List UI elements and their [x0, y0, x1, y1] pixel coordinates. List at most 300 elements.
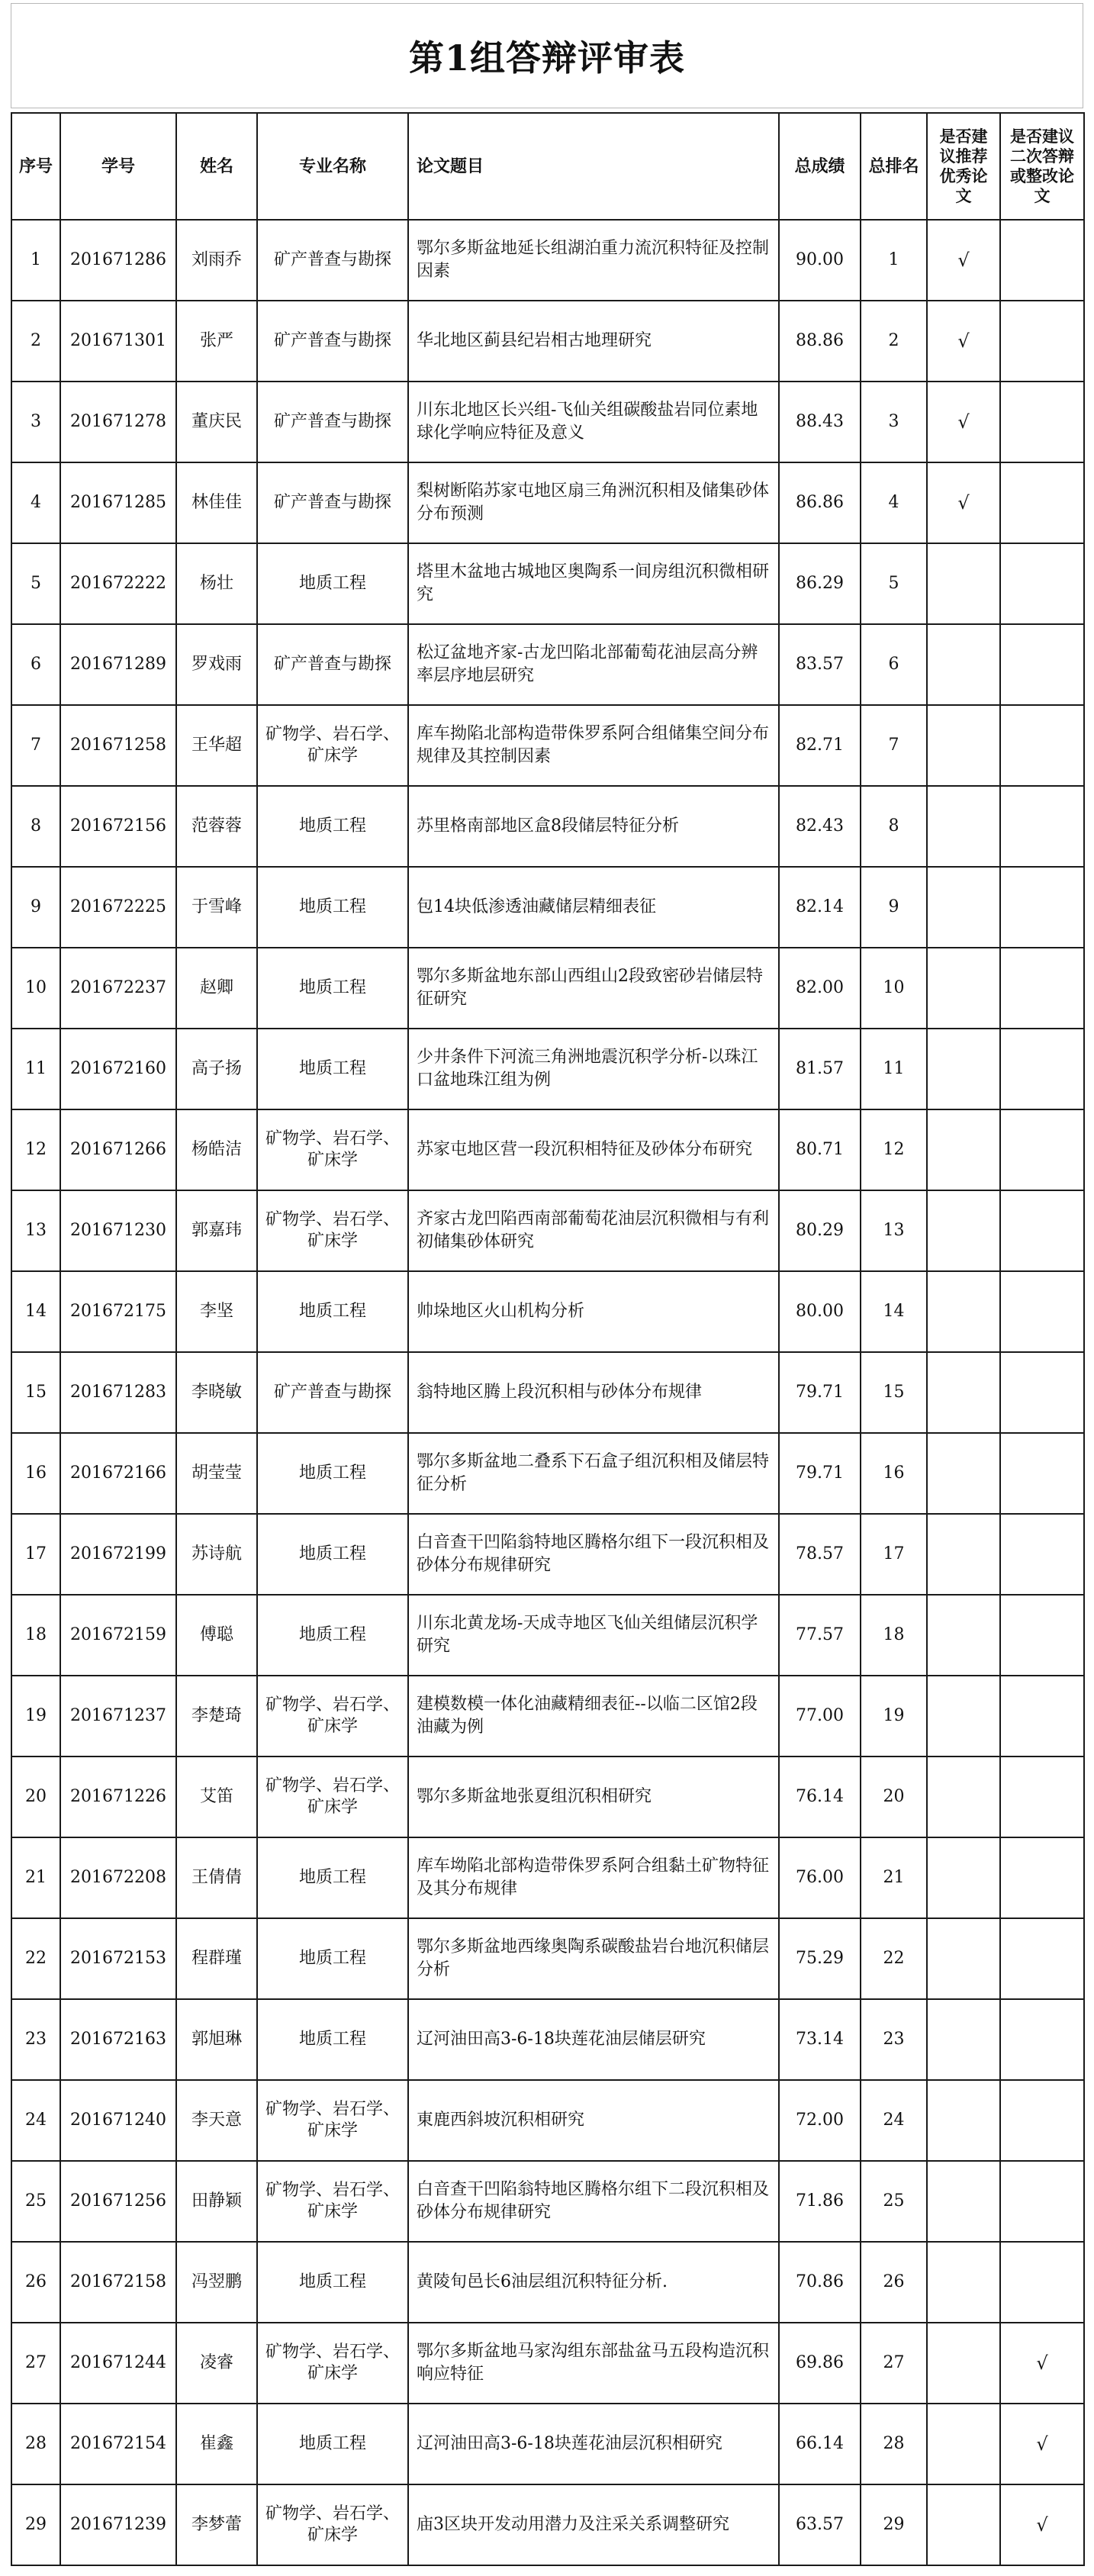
cell-seq: 1: [11, 220, 60, 301]
cell-topic: 鄂尔多斯盆地二叠系下石盒子组沉积相及储层特征分析: [408, 1433, 779, 1514]
table-row: [11, 382, 1084, 462]
cell-score: 82.71: [779, 705, 861, 786]
cell-revise-mark: [1000, 1271, 1084, 1352]
cell-excellent-mark: [927, 1757, 1000, 1837]
cell-topic: 庙3区块开发动用潜力及注采关系调整研究: [408, 2484, 779, 2565]
cell-score: 71.86: [779, 2161, 861, 2242]
cell-student-id: 201672156: [60, 786, 176, 867]
cell-score: 69.86: [779, 2323, 861, 2404]
cell-major: 地质工程: [257, 2242, 408, 2323]
cell-seq: 9: [11, 867, 60, 948]
cell-topic: 塔里木盆地古城地区奥陶系一间房组沉积微相研究: [408, 543, 779, 624]
cell-revise-mark: [1000, 867, 1084, 948]
cell-seq: 3: [11, 382, 60, 462]
cell-revise-mark: [1000, 2242, 1084, 2323]
cell-rank: 6: [861, 624, 927, 705]
cell-name: 董庆民: [176, 382, 257, 462]
cell-score: 80.71: [779, 1109, 861, 1190]
cell-name: 郭嘉玮: [176, 1190, 257, 1271]
cell-student-id: 201671230: [60, 1190, 176, 1271]
cell-score: 77.57: [779, 1595, 861, 1676]
header-rank: 总排名: [861, 113, 927, 220]
cell-rank: 25: [861, 2161, 927, 2242]
table-row: [11, 1757, 1084, 1837]
cell-name: 赵卿: [176, 948, 257, 1029]
cell-seq: 21: [11, 1837, 60, 1918]
cell-rank: 8: [861, 786, 927, 867]
cell-rank: 17: [861, 1514, 927, 1595]
table-row: [11, 867, 1084, 948]
cell-seq: 27: [11, 2323, 60, 2404]
cell-seq: 26: [11, 2242, 60, 2323]
cell-excellent-mark: [927, 1595, 1000, 1676]
table-row: [11, 2242, 1084, 2323]
cell-excellent-mark: [927, 1433, 1000, 1514]
cell-revise-mark: [1000, 1352, 1084, 1433]
cell-topic: 鄂尔多斯盆地张夏组沉积相研究: [408, 1757, 779, 1837]
cell-revise-mark: [1000, 220, 1084, 301]
cell-rank: 13: [861, 1190, 927, 1271]
cell-revise-mark: [1000, 786, 1084, 867]
cell-excellent-mark: [927, 2161, 1000, 2242]
cell-rank: 12: [861, 1109, 927, 1190]
cell-revise-mark: [1000, 1676, 1084, 1757]
cell-score: 80.00: [779, 1271, 861, 1352]
review-table: [11, 112, 1085, 2566]
cell-major: 矿物学、岩石学、矿床学: [257, 2080, 408, 2161]
title-box: [11, 3, 1083, 108]
table-row: [11, 1352, 1084, 1433]
cell-topic: 鄂尔多斯盆地东部山西组山2段致密砂岩储层特征研究: [408, 948, 779, 1029]
header-student-id: 学号: [60, 113, 176, 220]
cell-student-id: 201671244: [60, 2323, 176, 2404]
cell-seq: 13: [11, 1190, 60, 1271]
cell-name: 胡莹莹: [176, 1433, 257, 1514]
cell-score: 88.86: [779, 301, 861, 382]
cell-excellent-mark: [927, 2404, 1000, 2484]
cell-excellent-mark: [927, 948, 1000, 1029]
cell-excellent-mark: [927, 1837, 1000, 1918]
cell-score: 90.00: [779, 220, 861, 301]
cell-excellent-mark: [927, 2242, 1000, 2323]
cell-seq: 11: [11, 1029, 60, 1109]
cell-rank: 28: [861, 2404, 927, 2484]
cell-major: 矿物学、岩石学、矿床学: [257, 2484, 408, 2565]
cell-score: 82.43: [779, 786, 861, 867]
review-sheet: [11, 3, 1094, 2574]
cell-excellent-mark: [927, 1271, 1000, 1352]
cell-score: 86.29: [779, 543, 861, 624]
cell-topic: 翁特地区腾上段沉积相与砂体分布规律: [408, 1352, 779, 1433]
cell-score: 63.57: [779, 2484, 861, 2565]
cell-revise-mark: √: [1000, 2323, 1084, 2404]
cell-rank: 23: [861, 1999, 927, 2080]
cell-major: 地质工程: [257, 1595, 408, 1676]
cell-excellent-mark: [927, 1029, 1000, 1109]
cell-rank: 22: [861, 1918, 927, 1999]
cell-rank: 27: [861, 2323, 927, 2404]
cell-name: 张严: [176, 301, 257, 382]
cell-seq: 20: [11, 1757, 60, 1837]
cell-student-id: 201671285: [60, 462, 176, 543]
cell-major: 矿产普查与勘探: [257, 220, 408, 301]
cell-seq: 24: [11, 2080, 60, 2161]
cell-major: 地质工程: [257, 1029, 408, 1109]
cell-seq: 19: [11, 1676, 60, 1757]
cell-major: 矿物学、岩石学、矿床学: [257, 2323, 408, 2404]
table-row: [11, 543, 1084, 624]
cell-score: 70.86: [779, 2242, 861, 2323]
cell-score: 82.14: [779, 867, 861, 948]
cell-excellent-mark: [927, 1999, 1000, 2080]
cell-name: 于雪峰: [176, 867, 257, 948]
cell-topic: 建模数模一体化油藏精细表征--以临二区馆2段油藏为例: [408, 1676, 779, 1757]
cell-topic: 库车坳陷北部构造带侏罗系阿合组黏土矿物特征及其分布规律: [408, 1837, 779, 1918]
cell-revise-mark: [1000, 1999, 1084, 2080]
cell-student-id: 201672199: [60, 1514, 176, 1595]
cell-name: 刘雨乔: [176, 220, 257, 301]
table-row: [11, 301, 1084, 382]
cell-revise-mark: [1000, 1190, 1084, 1271]
cell-revise-mark: √: [1000, 2404, 1084, 2484]
cell-revise-mark: [1000, 624, 1084, 705]
cell-score: 82.00: [779, 948, 861, 1029]
cell-name: 冯翌鹏: [176, 2242, 257, 2323]
cell-rank: 20: [861, 1757, 927, 1837]
cell-excellent-mark: [927, 1109, 1000, 1190]
cell-student-id: 201671239: [60, 2484, 176, 2565]
cell-revise-mark: [1000, 1109, 1084, 1190]
cell-student-id: 201672175: [60, 1271, 176, 1352]
cell-name: 李梦蕾: [176, 2484, 257, 2565]
cell-name: 杨壮: [176, 543, 257, 624]
cell-rank: 4: [861, 462, 927, 543]
table-row: [11, 2323, 1084, 2404]
cell-topic: 华北地区蓟县纪岩相古地理研究: [408, 301, 779, 382]
cell-seq: 29: [11, 2484, 60, 2565]
header-name: 姓名: [176, 113, 257, 220]
cell-score: 72.00: [779, 2080, 861, 2161]
table-row: [11, 1029, 1084, 1109]
cell-seq: 12: [11, 1109, 60, 1190]
cell-name: 王倩倩: [176, 1837, 257, 1918]
table-row: [11, 462, 1084, 543]
cell-seq: 10: [11, 948, 60, 1029]
cell-student-id: 201672208: [60, 1837, 176, 1918]
cell-name: 艾笛: [176, 1757, 257, 1837]
cell-topic: 梨树断陷苏家屯地区扇三角洲沉积相及储集砂体分布预测: [408, 462, 779, 543]
cell-revise-mark: [1000, 543, 1084, 624]
cell-revise-mark: [1000, 1757, 1084, 1837]
cell-rank: 29: [861, 2484, 927, 2565]
cell-revise-mark: [1000, 2161, 1084, 2242]
cell-seq: 14: [11, 1271, 60, 1352]
cell-seq: 8: [11, 786, 60, 867]
cell-excellent-mark: [927, 867, 1000, 948]
cell-seq: 6: [11, 624, 60, 705]
cell-topic: 帅垛地区火山机构分析: [408, 1271, 779, 1352]
table-row: [11, 2080, 1084, 2161]
cell-excellent-mark: [927, 1918, 1000, 1999]
cell-score: 88.43: [779, 382, 861, 462]
cell-seq: 16: [11, 1433, 60, 1514]
cell-major: 矿产普查与勘探: [257, 1352, 408, 1433]
cell-student-id: 201671278: [60, 382, 176, 462]
cell-topic: 川东北地区长兴组-飞仙关组碳酸盐岩同位素地球化学响应特征及意义: [408, 382, 779, 462]
cell-seq: 23: [11, 1999, 60, 2080]
cell-revise-mark: [1000, 1433, 1084, 1514]
cell-major: 矿物学、岩石学、矿床学: [257, 1190, 408, 1271]
cell-topic: 苏里格南部地区盒8段储层特征分析: [408, 786, 779, 867]
cell-topic: 辽河油田高3-6-18块莲花油层沉积相研究: [408, 2404, 779, 2484]
cell-rank: 16: [861, 1433, 927, 1514]
cell-name: 高子扬: [176, 1029, 257, 1109]
cell-rank: 9: [861, 867, 927, 948]
cell-excellent-mark: [927, 1190, 1000, 1271]
cell-score: 76.14: [779, 1757, 861, 1837]
cell-topic: 鄂尔多斯盆地西缘奥陶系碳酸盐岩台地沉积储层分析: [408, 1918, 779, 1999]
page-title: 第1组答辩评审表: [408, 37, 685, 79]
cell-topic: 苏家屯地区营一段沉积相特征及砂体分布研究: [408, 1109, 779, 1190]
cell-major: 地质工程: [257, 786, 408, 867]
cell-student-id: 201672222: [60, 543, 176, 624]
cell-topic: 白音查干凹陷翁特地区腾格尔组下二段沉积相及砂体分布规律研究: [408, 2161, 779, 2242]
cell-major: 地质工程: [257, 543, 408, 624]
cell-revise-mark: [1000, 1029, 1084, 1109]
cell-excellent-mark: [927, 2080, 1000, 2161]
cell-name: 林佳佳: [176, 462, 257, 543]
cell-student-id: 201672163: [60, 1999, 176, 2080]
cell-revise-mark: [1000, 1514, 1084, 1595]
cell-rank: 2: [861, 301, 927, 382]
cell-major: 矿物学、岩石学、矿床学: [257, 1109, 408, 1190]
table-row: [11, 2484, 1084, 2565]
cell-seq: 4: [11, 462, 60, 543]
cell-rank: 21: [861, 1837, 927, 1918]
cell-student-id: 201672166: [60, 1433, 176, 1514]
header-excellent: 是否建议推荐优秀论文: [927, 113, 1000, 220]
table-row: [11, 1433, 1084, 1514]
cell-name: 李坚: [176, 1271, 257, 1352]
cell-major: 矿物学、岩石学、矿床学: [257, 2161, 408, 2242]
cell-score: 73.14: [779, 1999, 861, 2080]
cell-seq: 5: [11, 543, 60, 624]
cell-rank: 18: [861, 1595, 927, 1676]
cell-excellent-mark: [927, 2323, 1000, 2404]
cell-student-id: 201672153: [60, 1918, 176, 1999]
cell-name: 李楚琦: [176, 1676, 257, 1757]
cell-student-id: 201671289: [60, 624, 176, 705]
cell-rank: 11: [861, 1029, 927, 1109]
cell-seq: 2: [11, 301, 60, 382]
cell-major: 矿物学、岩石学、矿床学: [257, 705, 408, 786]
cell-major: 地质工程: [257, 867, 408, 948]
cell-seq: 22: [11, 1918, 60, 1999]
cell-name: 罗戏雨: [176, 624, 257, 705]
table-row: [11, 1676, 1084, 1757]
cell-student-id: 201671237: [60, 1676, 176, 1757]
header-row: [11, 113, 1084, 220]
cell-excellent-mark: [927, 1676, 1000, 1757]
cell-topic: 齐家古龙凹陷西南部葡萄花油层沉积微相与有利初储集砂体研究: [408, 1190, 779, 1271]
cell-major: 地质工程: [257, 2404, 408, 2484]
cell-revise-mark: [1000, 382, 1084, 462]
cell-rank: 26: [861, 2242, 927, 2323]
cell-excellent-mark: [927, 2484, 1000, 2565]
cell-name: 王华超: [176, 705, 257, 786]
cell-major: 矿物学、岩石学、矿床学: [257, 1757, 408, 1837]
table-row: [11, 2404, 1084, 2484]
cell-seq: 18: [11, 1595, 60, 1676]
cell-student-id: 201672160: [60, 1029, 176, 1109]
cell-name: 程群瑾: [176, 1918, 257, 1999]
cell-student-id: 201671258: [60, 705, 176, 786]
cell-name: 杨皓洁: [176, 1109, 257, 1190]
cell-major: 矿产普查与勘探: [257, 624, 408, 705]
table-row: [11, 1595, 1084, 1676]
cell-name: 田静颖: [176, 2161, 257, 2242]
cell-excellent-mark: √: [927, 382, 1000, 462]
cell-revise-mark: [1000, 2080, 1084, 2161]
header-topic: 论文题目: [408, 113, 779, 220]
cell-score: 80.29: [779, 1190, 861, 1271]
table-row: [11, 624, 1084, 705]
cell-score: 79.71: [779, 1352, 861, 1433]
cell-major: 地质工程: [257, 948, 408, 1029]
table-row: [11, 948, 1084, 1029]
cell-student-id: 201672154: [60, 2404, 176, 2484]
cell-excellent-mark: √: [927, 301, 1000, 382]
cell-student-id: 201672159: [60, 1595, 176, 1676]
cell-topic: 包14块低渗透油藏储层精细表征: [408, 867, 779, 948]
cell-name: 苏诗航: [176, 1514, 257, 1595]
cell-excellent-mark: [927, 624, 1000, 705]
cell-rank: 15: [861, 1352, 927, 1433]
cell-score: 77.00: [779, 1676, 861, 1757]
cell-topic: 松辽盆地齐家-古龙凹陷北部葡萄花油层高分辨率层序地层研究: [408, 624, 779, 705]
table-row: [11, 220, 1084, 301]
cell-topic: 黄陵旬邑长6油层组沉积特征分析.: [408, 2242, 779, 2323]
cell-student-id: 201672237: [60, 948, 176, 1029]
cell-excellent-mark: [927, 1352, 1000, 1433]
table-row: [11, 1514, 1084, 1595]
cell-revise-mark: [1000, 1595, 1084, 1676]
cell-student-id: 201672158: [60, 2242, 176, 2323]
cell-name: 郭旭琳: [176, 1999, 257, 2080]
cell-student-id: 201671286: [60, 220, 176, 301]
cell-seq: 17: [11, 1514, 60, 1595]
cell-name: 范蓉蓉: [176, 786, 257, 867]
cell-score: 86.86: [779, 462, 861, 543]
cell-student-id: 201671240: [60, 2080, 176, 2161]
cell-rank: 10: [861, 948, 927, 1029]
cell-seq: 7: [11, 705, 60, 786]
cell-excellent-mark: [927, 705, 1000, 786]
cell-seq: 28: [11, 2404, 60, 2484]
cell-revise-mark: [1000, 705, 1084, 786]
table-row: [11, 1271, 1084, 1352]
table-row: [11, 1190, 1084, 1271]
cell-student-id: 201671226: [60, 1757, 176, 1837]
cell-revise-mark: [1000, 462, 1084, 543]
cell-name: 傅聪: [176, 1595, 257, 1676]
cell-revise-mark: √: [1000, 2484, 1084, 2565]
cell-rank: 7: [861, 705, 927, 786]
cell-score: 66.14: [779, 2404, 861, 2484]
cell-student-id: 201671301: [60, 301, 176, 382]
cell-topic: 少井条件下河流三角洲地震沉积学分析-以珠江口盆地珠江组为例: [408, 1029, 779, 1109]
cell-major: 矿产普查与勘探: [257, 462, 408, 543]
table-row: [11, 2161, 1084, 2242]
cell-score: 81.57: [779, 1029, 861, 1109]
cell-rank: 14: [861, 1271, 927, 1352]
table-row: [11, 705, 1084, 786]
cell-excellent-mark: [927, 1514, 1000, 1595]
cell-score: 83.57: [779, 624, 861, 705]
cell-major: 矿物学、岩石学、矿床学: [257, 1676, 408, 1757]
cell-name: 凌睿: [176, 2323, 257, 2404]
table-row: [11, 1999, 1084, 2080]
cell-name: 李晓敏: [176, 1352, 257, 1433]
table-body: [11, 220, 1084, 2565]
cell-major: 地质工程: [257, 1999, 408, 2080]
cell-topic: 鄂尔多斯盆地延长组湖泊重力流沉积特征及控制因素: [408, 220, 779, 301]
cell-major: 地质工程: [257, 1514, 408, 1595]
cell-rank: 19: [861, 1676, 927, 1757]
cell-student-id: 201671256: [60, 2161, 176, 2242]
cell-topic: 鄂尔多斯盆地马家沟组东部盐盆马五段构造沉积响应特征: [408, 2323, 779, 2404]
table-row: [11, 1109, 1084, 1190]
cell-seq: 15: [11, 1352, 60, 1433]
cell-excellent-mark: √: [927, 220, 1000, 301]
cell-score: 78.57: [779, 1514, 861, 1595]
cell-rank: 24: [861, 2080, 927, 2161]
cell-topic: 白音查干凹陷翁特地区腾格尔组下一段沉积相及砂体分布规律研究: [408, 1514, 779, 1595]
cell-revise-mark: [1000, 948, 1084, 1029]
cell-major: 地质工程: [257, 1918, 408, 1999]
cell-student-id: 201672225: [60, 867, 176, 948]
table-row: [11, 1837, 1084, 1918]
cell-rank: 3: [861, 382, 927, 462]
cell-topic: 辽河油田高3-6-18块莲花油层储层研究: [408, 1999, 779, 2080]
cell-excellent-mark: √: [927, 462, 1000, 543]
cell-revise-mark: [1000, 1837, 1084, 1918]
cell-major: 矿产普查与勘探: [257, 382, 408, 462]
cell-score: 75.29: [779, 1918, 861, 1999]
cell-student-id: 201671283: [60, 1352, 176, 1433]
cell-major: 地质工程: [257, 1837, 408, 1918]
cell-topic: 川东北黄龙场-天成寺地区飞仙关组储层沉积学研究: [408, 1595, 779, 1676]
cell-score: 79.71: [779, 1433, 861, 1514]
table-row: [11, 786, 1084, 867]
cell-topic: 東鹿西斜坡沉积相研究: [408, 2080, 779, 2161]
cell-major: 地质工程: [257, 1271, 408, 1352]
cell-student-id: 201671266: [60, 1109, 176, 1190]
cell-excellent-mark: [927, 543, 1000, 624]
cell-revise-mark: [1000, 301, 1084, 382]
header-score: 总成绩: [779, 113, 861, 220]
cell-revise-mark: [1000, 1918, 1084, 1999]
cell-major: 地质工程: [257, 1433, 408, 1514]
header-revise: 是否建议二次答辩或整改论文: [1000, 113, 1084, 220]
table-row: [11, 1918, 1084, 1999]
header-major: 专业名称: [257, 113, 408, 220]
cell-topic: 库车拗陷北部构造带侏罗系阿合组储集空间分布规律及其控制因素: [408, 705, 779, 786]
cell-score: 76.00: [779, 1837, 861, 1918]
header-seq: 序号: [11, 113, 60, 220]
cell-major: 矿产普查与勘探: [257, 301, 408, 382]
cell-rank: 5: [861, 543, 927, 624]
